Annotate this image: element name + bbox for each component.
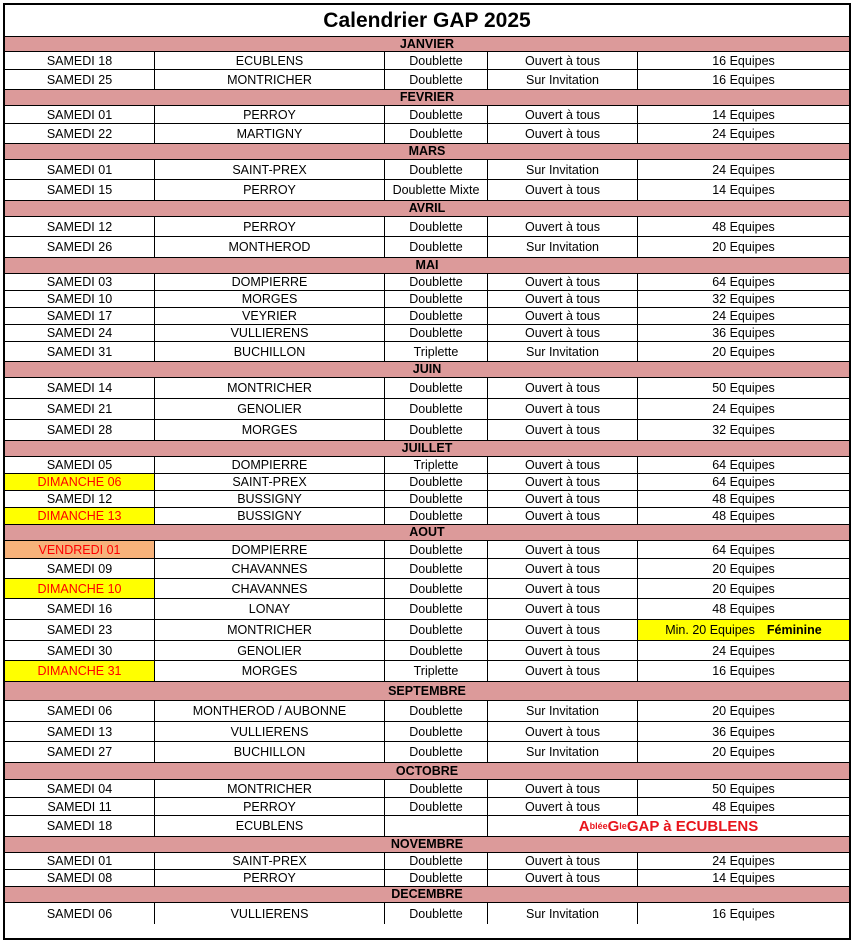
- event-date: SAMEDI 31: [5, 342, 155, 361]
- event-row: [5, 325, 849, 342]
- teams-count: 14 Equipes: [712, 107, 775, 122]
- event-date: SAMEDI 30: [5, 641, 155, 660]
- event-teams: [638, 124, 849, 143]
- event-row: [5, 491, 849, 508]
- month-header: FEVRIER: [5, 90, 849, 106]
- event-format: Doublette: [385, 780, 488, 797]
- event-place: MONTHEROD: [155, 237, 385, 257]
- event-date: SAMEDI 12: [5, 491, 155, 507]
- event-place: CHAVANNES: [155, 559, 385, 578]
- teams-count: 24 Equipes: [712, 643, 775, 658]
- event-format: Doublette: [385, 798, 488, 815]
- event-access: Ouvert à tous: [488, 541, 638, 558]
- event-date: SAMEDI 11: [5, 798, 155, 815]
- event-row: [5, 274, 849, 291]
- event-format: Doublette: [385, 491, 488, 507]
- event-date: DIMANCHE 13: [5, 508, 155, 524]
- teams-count: 24 Equipes: [712, 854, 775, 868]
- event-format: Doublette: [385, 52, 488, 69]
- event-date: SAMEDI 26: [5, 237, 155, 257]
- event-teams: [638, 325, 849, 341]
- event-access: Ouvert à tous: [488, 870, 638, 886]
- event-date: SAMEDI 28: [5, 420, 155, 440]
- assembly-note: A blée G le GAP à ECUBLENS: [578, 817, 759, 835]
- event-place: BUCHILLON: [155, 742, 385, 762]
- event-teams: [638, 70, 849, 89]
- event-teams: [638, 742, 849, 762]
- event-date: SAMEDI 01: [5, 853, 155, 869]
- event-date: SAMEDI 06: [5, 701, 155, 721]
- event-place: CHAVANNES: [155, 579, 385, 598]
- event-place: PERROY: [155, 870, 385, 886]
- event-access: Ouvert à tous: [488, 420, 638, 440]
- event-teams: [638, 420, 849, 440]
- event-place: DOMPIERRE: [155, 541, 385, 558]
- event-teams: [638, 342, 849, 361]
- event-format: Doublette: [385, 308, 488, 324]
- teams-count: 32 Equipes: [712, 423, 775, 437]
- event-access: Ouvert à tous: [488, 124, 638, 143]
- event-format: Doublette: [385, 378, 488, 398]
- event-row: [5, 661, 849, 682]
- teams-count: 48 Equipes: [712, 219, 775, 234]
- teams-count: 36 Equipes: [712, 724, 775, 739]
- event-place: VULLIERENS: [155, 903, 385, 924]
- event-access: Sur Invitation: [488, 342, 638, 361]
- event-date: SAMEDI 16: [5, 599, 155, 619]
- month-header: AOUT: [5, 525, 849, 541]
- event-access: Ouvert à tous: [488, 508, 638, 524]
- event-access: Ouvert à tous: [488, 308, 638, 324]
- event-format: Doublette: [385, 641, 488, 660]
- month-header: MARS: [5, 144, 849, 160]
- teams-count: 20 Equipes: [712, 745, 775, 759]
- event-access: Ouvert à tous: [488, 620, 638, 640]
- event-row: [5, 742, 849, 763]
- teams-count: 24 Equipes: [712, 162, 775, 177]
- event-access: Ouvert à tous: [488, 599, 638, 619]
- teams-count: 64 Equipes: [712, 542, 775, 557]
- event-format: Doublette: [385, 742, 488, 762]
- event-row: [5, 399, 849, 420]
- event-row: [5, 722, 849, 742]
- event-row: [5, 870, 849, 887]
- event-place: MONTRICHER: [155, 70, 385, 89]
- event-date: VENDREDI 01: [5, 541, 155, 558]
- event-date: DIMANCHE 31: [5, 661, 155, 681]
- event-teams: [638, 474, 849, 490]
- teams-count: 48 Equipes: [712, 602, 775, 616]
- event-row: [5, 457, 849, 474]
- event-date: SAMEDI 01: [5, 106, 155, 123]
- page-title: Calendrier GAP 2025: [5, 5, 849, 37]
- calendar-sheet: [3, 3, 851, 940]
- event-teams: [638, 780, 849, 797]
- event-date: SAMEDI 08: [5, 870, 155, 886]
- event-row: [5, 579, 849, 599]
- event-format: Triplette: [385, 661, 488, 681]
- event-teams: [638, 641, 849, 660]
- month-header: JANVIER: [5, 37, 849, 52]
- event-access: Ouvert à tous: [488, 559, 638, 578]
- event-format: Doublette: [385, 124, 488, 143]
- event-format: Doublette: [385, 474, 488, 490]
- event-access: Sur Invitation: [488, 160, 638, 179]
- event-place: BUSSIGNY: [155, 491, 385, 507]
- teams-count: Min. 20 Equipes: [665, 623, 755, 637]
- event-format: Doublette Mixte: [385, 180, 488, 200]
- event-teams: [638, 661, 849, 681]
- teams-count: 32 Equipes: [712, 292, 775, 306]
- event-format: Triplette: [385, 342, 488, 361]
- event-format: Doublette: [385, 420, 488, 440]
- event-format: Doublette: [385, 217, 488, 236]
- teams-count: 20 Equipes: [712, 704, 775, 718]
- teams-count: 14 Equipes: [712, 183, 775, 197]
- event-teams: [638, 180, 849, 200]
- event-format: Doublette: [385, 70, 488, 89]
- event-row: [5, 780, 849, 798]
- event-date: DIMANCHE 06: [5, 474, 155, 490]
- event-format: Doublette: [385, 291, 488, 307]
- event-row: [5, 52, 849, 70]
- event-place: MONTHEROD / AUBONNE: [155, 701, 385, 721]
- event-access: Ouvert à tous: [488, 325, 638, 341]
- event-teams: [638, 52, 849, 69]
- event-format: Doublette: [385, 701, 488, 721]
- event-place: VULLIERENS: [155, 325, 385, 341]
- event-format: [385, 816, 488, 836]
- teams-count: 16 Equipes: [712, 664, 775, 678]
- event-teams: [638, 541, 849, 558]
- event-date: SAMEDI 13: [5, 722, 155, 741]
- event-teams: [638, 798, 849, 815]
- event-format: Doublette: [385, 599, 488, 619]
- teams-count: 16 Equipes: [712, 72, 775, 87]
- event-access: Ouvert à tous: [488, 106, 638, 123]
- event-format: Doublette: [385, 853, 488, 869]
- event-teams: [638, 378, 849, 398]
- event-place: GENOLIER: [155, 641, 385, 660]
- teams-count: 14 Equipes: [712, 871, 775, 885]
- event-row: [5, 291, 849, 308]
- event-access: Ouvert à tous: [488, 457, 638, 473]
- event-place: BUSSIGNY: [155, 508, 385, 524]
- event-teams: [638, 508, 849, 524]
- event-access: Ouvert à tous: [488, 722, 638, 741]
- event-row: [5, 342, 849, 362]
- event-teams: [638, 559, 849, 578]
- event-format: Doublette: [385, 508, 488, 524]
- month-header: SEPTEMBRE: [5, 682, 849, 701]
- event-access: Ouvert à tous: [488, 491, 638, 507]
- event-teams: [638, 579, 849, 598]
- event-row: [5, 903, 849, 924]
- event-place: VULLIERENS: [155, 722, 385, 741]
- event-teams: [638, 599, 849, 619]
- event-place: DOMPIERRE: [155, 457, 385, 473]
- month-header: JUIN: [5, 362, 849, 378]
- event-access: Ouvert à tous: [488, 274, 638, 290]
- event-format: Triplette: [385, 457, 488, 473]
- event-access: Ouvert à tous: [488, 399, 638, 419]
- event-place: ECUBLENS: [155, 52, 385, 69]
- event-date: SAMEDI 14: [5, 378, 155, 398]
- event-teams: [638, 457, 849, 473]
- event-teams: [638, 853, 849, 869]
- event-row: [5, 559, 849, 579]
- teams-count: 16 Equipes: [712, 906, 775, 921]
- teams-count: 48 Equipes: [712, 509, 775, 523]
- event-place: PERROY: [155, 180, 385, 200]
- event-format: Doublette: [385, 325, 488, 341]
- event-row: [5, 474, 849, 491]
- event-access: Sur Invitation: [488, 742, 638, 762]
- teams-count: 64 Equipes: [712, 475, 775, 489]
- event-access: Ouvert à tous: [488, 291, 638, 307]
- teams-count: 16 Equipes: [712, 53, 775, 68]
- event-access: Ouvert à tous: [488, 217, 638, 236]
- event-format: Doublette: [385, 870, 488, 886]
- teams-count: 20 Equipes: [712, 240, 775, 254]
- month-header: MAI: [5, 258, 849, 274]
- event-teams: [638, 274, 849, 290]
- event-place: DOMPIERRE: [155, 274, 385, 290]
- event-format: Doublette: [385, 237, 488, 257]
- event-format: Doublette: [385, 106, 488, 123]
- event-access: Ouvert à tous: [488, 52, 638, 69]
- event-access: Ouvert à tous: [488, 780, 638, 797]
- teams-count: 50 Equipes: [712, 381, 775, 395]
- event-place: MORGES: [155, 291, 385, 307]
- event-date: SAMEDI 03: [5, 274, 155, 290]
- teams-count: 48 Equipes: [712, 799, 775, 814]
- event-date: SAMEDI 27: [5, 742, 155, 762]
- event-place: MORGES: [155, 420, 385, 440]
- event-date: SAMEDI 18: [5, 816, 155, 836]
- event-date: DIMANCHE 10: [5, 579, 155, 598]
- event-row: [5, 217, 849, 237]
- event-format: Doublette: [385, 399, 488, 419]
- teams-count: 50 Equipes: [712, 781, 775, 796]
- event-date: SAMEDI 15: [5, 180, 155, 200]
- event-format: Doublette: [385, 903, 488, 924]
- event-date: SAMEDI 22: [5, 124, 155, 143]
- event-place: GENOLIER: [155, 399, 385, 419]
- event-access: Sur Invitation: [488, 701, 638, 721]
- event-row: [5, 160, 849, 180]
- event-teams: [638, 701, 849, 721]
- event-access: Ouvert à tous: [488, 180, 638, 200]
- event-row: [5, 701, 849, 722]
- event-place: MONTRICHER: [155, 378, 385, 398]
- event-row: [5, 798, 849, 816]
- event-row: [5, 853, 849, 870]
- event-place: MARTIGNY: [155, 124, 385, 143]
- event-place: ECUBLENS: [155, 816, 385, 836]
- event-row: [5, 641, 849, 661]
- event-teams: [638, 217, 849, 236]
- event-format: Doublette: [385, 620, 488, 640]
- event-teams: [638, 620, 849, 640]
- event-format: Doublette: [385, 579, 488, 598]
- teams-note: Féminine: [766, 623, 822, 637]
- event-date: SAMEDI 18: [5, 52, 155, 69]
- event-row: [5, 508, 849, 525]
- teams-count: 20 Equipes: [712, 561, 775, 576]
- teams-count: 24 Equipes: [712, 126, 775, 141]
- event-access: Sur Invitation: [488, 903, 638, 924]
- event-date: SAMEDI 06: [5, 903, 155, 924]
- event-teams: [638, 308, 849, 324]
- event-place: SAINT-PREX: [155, 853, 385, 869]
- teams-count: 64 Equipes: [712, 275, 775, 289]
- event-date: SAMEDI 04: [5, 780, 155, 797]
- teams-count: 20 Equipes: [712, 344, 775, 359]
- event-teams: [638, 870, 849, 886]
- event-place: SAINT-PREX: [155, 474, 385, 490]
- event-place: MONTRICHER: [155, 620, 385, 640]
- event-date: SAMEDI 17: [5, 308, 155, 324]
- event-date: SAMEDI 05: [5, 457, 155, 473]
- event-date: SAMEDI 23: [5, 620, 155, 640]
- event-row: [5, 180, 849, 201]
- teams-count: 36 Equipes: [712, 326, 775, 340]
- event-row: [5, 308, 849, 325]
- teams-count: 64 Equipes: [712, 458, 775, 472]
- event-place: SAINT-PREX: [155, 160, 385, 179]
- event-place: VEYRIER: [155, 308, 385, 324]
- event-date: SAMEDI 24: [5, 325, 155, 341]
- calendar-body: [5, 37, 849, 924]
- event-place: PERROY: [155, 798, 385, 815]
- teams-count: 24 Equipes: [712, 402, 775, 416]
- event-access: Ouvert à tous: [488, 641, 638, 660]
- event-access: Sur Invitation: [488, 237, 638, 257]
- event-place: PERROY: [155, 217, 385, 236]
- event-format: Doublette: [385, 559, 488, 578]
- event-row: [5, 541, 849, 559]
- event-row: [5, 599, 849, 620]
- event-access: Ouvert à tous: [488, 798, 638, 815]
- month-header: AVRIL: [5, 201, 849, 217]
- event-access: Ouvert à tous: [488, 474, 638, 490]
- event-row: [5, 124, 849, 144]
- event-access: Ouvert à tous: [488, 378, 638, 398]
- month-header: DECEMBRE: [5, 887, 849, 903]
- event-date: SAMEDI 10: [5, 291, 155, 307]
- event-date: SAMEDI 12: [5, 217, 155, 236]
- event-teams: [638, 160, 849, 179]
- event-teams: [638, 722, 849, 741]
- event-date: SAMEDI 01: [5, 160, 155, 179]
- event-access: Ouvert à tous: [488, 579, 638, 598]
- event-teams: [638, 291, 849, 307]
- event-row: [5, 70, 849, 90]
- event-date: SAMEDI 25: [5, 70, 155, 89]
- teams-count: 48 Equipes: [712, 492, 775, 506]
- event-place: MONTRICHER: [155, 780, 385, 797]
- event-row: [5, 237, 849, 258]
- month-header: OCTOBRE: [5, 763, 849, 780]
- teams-count: 24 Equipes: [712, 309, 775, 323]
- event-teams: [638, 237, 849, 257]
- event-format: Doublette: [385, 160, 488, 179]
- event-teams: [638, 491, 849, 507]
- event-teams: [638, 106, 849, 123]
- event-teams: [638, 903, 849, 924]
- event-place: LONAY: [155, 599, 385, 619]
- event-date: SAMEDI 21: [5, 399, 155, 419]
- event-row: [5, 420, 849, 441]
- event-format: Doublette: [385, 722, 488, 741]
- event-access: Sur Invitation: [488, 70, 638, 89]
- event-row: [5, 620, 849, 641]
- event-access: Ouvert à tous: [488, 853, 638, 869]
- event-place: MORGES: [155, 661, 385, 681]
- event-row: [5, 378, 849, 399]
- month-header: NOVEMBRE: [5, 837, 849, 853]
- event-place: PERROY: [155, 106, 385, 123]
- event-teams: [638, 399, 849, 419]
- event-place: BUCHILLON: [155, 342, 385, 361]
- month-header: JUILLET: [5, 441, 849, 457]
- event-row: [5, 106, 849, 124]
- teams-count: 20 Equipes: [712, 581, 775, 596]
- event-date: SAMEDI 09: [5, 559, 155, 578]
- event-format: Doublette: [385, 274, 488, 290]
- event-row: [5, 816, 849, 837]
- event-access: Ouvert à tous: [488, 661, 638, 681]
- event-format: Doublette: [385, 541, 488, 558]
